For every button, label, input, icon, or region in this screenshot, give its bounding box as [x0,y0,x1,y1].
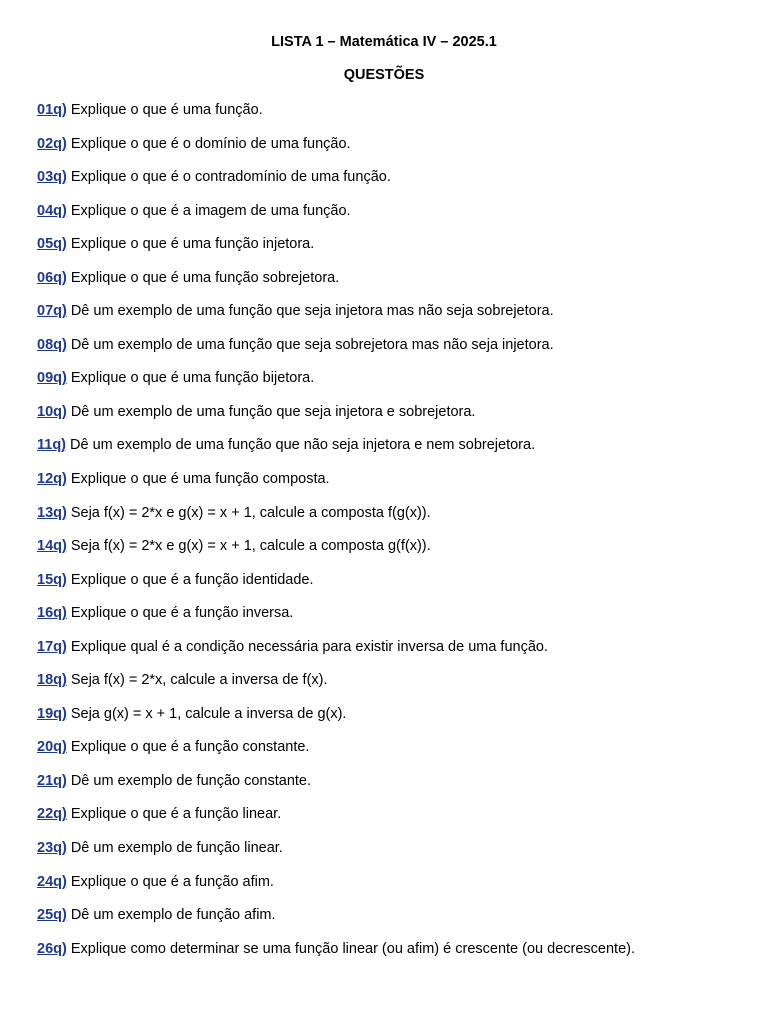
question-text: Explique o que é o contradomínio de uma função. [70,169,391,186]
question-text: Dê um exemplo de função linear. [70,840,283,857]
question-text: Explique como determinar se uma função linear (ou afim) é crescente (ou decrescente). [70,940,635,957]
list-item [37,369,757,403]
list-item [37,638,757,672]
list-item [37,604,757,638]
page-title: LISTA 1 – Matemática IV – 2025.1 [271,34,497,50]
list-item [37,738,757,772]
list-item [37,537,757,571]
question-text: Explique o que é uma função. [70,102,263,118]
question-text: Seja g(x) = x + 1, calcule a inversa de g(x). [70,705,347,722]
question-number-link[interactable]: 13q) [37,504,67,521]
list-item [37,302,757,336]
question-number-link[interactable]: 04q) [37,202,67,219]
question-text: Dê um exemplo de uma função que seja sobrejetora mas não seja injetora. [70,336,554,353]
question-text: Seja f(x) = 2*x, calcule a inversa de f(x). [70,672,328,689]
question-text: Dê um exemplo de uma função que seja injetora mas não seja sobrejetora. [70,303,554,320]
question-number-link[interactable]: 21q) [37,772,67,789]
list-item [37,403,757,437]
list-item [37,571,757,605]
list-item [37,805,757,839]
question-text: Dê um exemplo de função constante. [70,772,312,789]
question-text: Explique o que é o domínio de uma função. [70,135,351,152]
question-text: Explique o que é uma função sobrejetora. [70,269,340,286]
list-item [37,705,757,739]
question-number-link[interactable]: 14q) [37,538,67,555]
list-item [37,940,757,974]
list-item [37,436,757,470]
section-heading: QUESTÕES [343,67,425,83]
question-text: Dê um exemplo de função afim. [70,907,276,924]
question-text: Explique o que é a função identidade. [70,571,314,588]
question-text: Explique o que é uma função bijetora. [70,370,315,387]
question-number-link[interactable]: 09q) [37,370,67,387]
question-number-link[interactable]: 25q) [37,907,67,924]
list-item [37,504,757,538]
question-text: Explique o que é uma função injetora. [70,236,315,253]
question-number-link[interactable]: 12q) [37,471,67,488]
question-number-link[interactable]: 16q) [37,605,67,622]
question-number-link[interactable]: 08q) [37,336,67,353]
question-text: Explique o que é a função inversa. [70,605,294,622]
question-text: Dê um exemplo de uma função que não seja injetora e nem sobrejetora. [70,437,536,454]
question-text: Explique o que é a imagem de uma função. [70,202,351,219]
list-item [37,336,757,370]
question-number-link[interactable]: 05q) [37,236,67,253]
question-number-link[interactable]: 10q) [37,403,67,420]
question-number-link[interactable]: 26q) [37,940,67,957]
question-number-link[interactable]: 06q) [37,269,67,286]
list-item [37,269,757,303]
question-number-link[interactable]: 01q) [37,102,67,118]
list-item [37,168,757,202]
list-item [37,202,757,236]
question-number-link[interactable]: 22q) [37,806,67,823]
question-list [37,101,757,973]
list-item [37,470,757,504]
question-number-link[interactable]: 24q) [37,873,67,890]
question-text: Explique o que é a função afim. [70,873,274,890]
question-number-link[interactable]: 02q) [37,135,67,152]
list-item [37,873,757,907]
list-item [37,135,757,169]
list-item [37,906,757,940]
question-number-link[interactable]: 18q) [37,672,67,689]
question-number-link[interactable]: 23q) [37,840,67,857]
question-number-link[interactable]: 20q) [37,739,67,756]
list-item [37,772,757,806]
list-item [37,101,757,135]
question-number-link[interactable]: 19q) [37,705,67,722]
question-text: Explique o que é a função linear. [70,806,282,823]
question-text: Dê um exemplo de uma função que seja injetora e sobrejetora. [70,403,476,420]
question-text: Seja f(x) = 2*x e g(x) = x + 1, calcule a composta g(f(x)). [70,538,431,555]
list-item [37,235,757,269]
question-text: Seja f(x) = 2*x e g(x) = x + 1, calcule a composta f(g(x)). [70,504,431,521]
question-number-link[interactable]: 17q) [37,638,67,655]
question-text: Explique o que é a função constante. [70,739,310,756]
question-number-link[interactable]: 15q) [37,571,67,588]
list-item [37,671,757,705]
list-item [37,839,757,873]
question-number-link[interactable]: 03q) [37,169,67,186]
question-number-link[interactable]: 07q) [37,303,67,320]
question-text: Explique qual é a condição necessária para existir inversa de uma função. [70,638,548,655]
question-text: Explique o que é uma função composta. [70,471,330,488]
question-number-link[interactable]: 11q) [37,437,67,454]
